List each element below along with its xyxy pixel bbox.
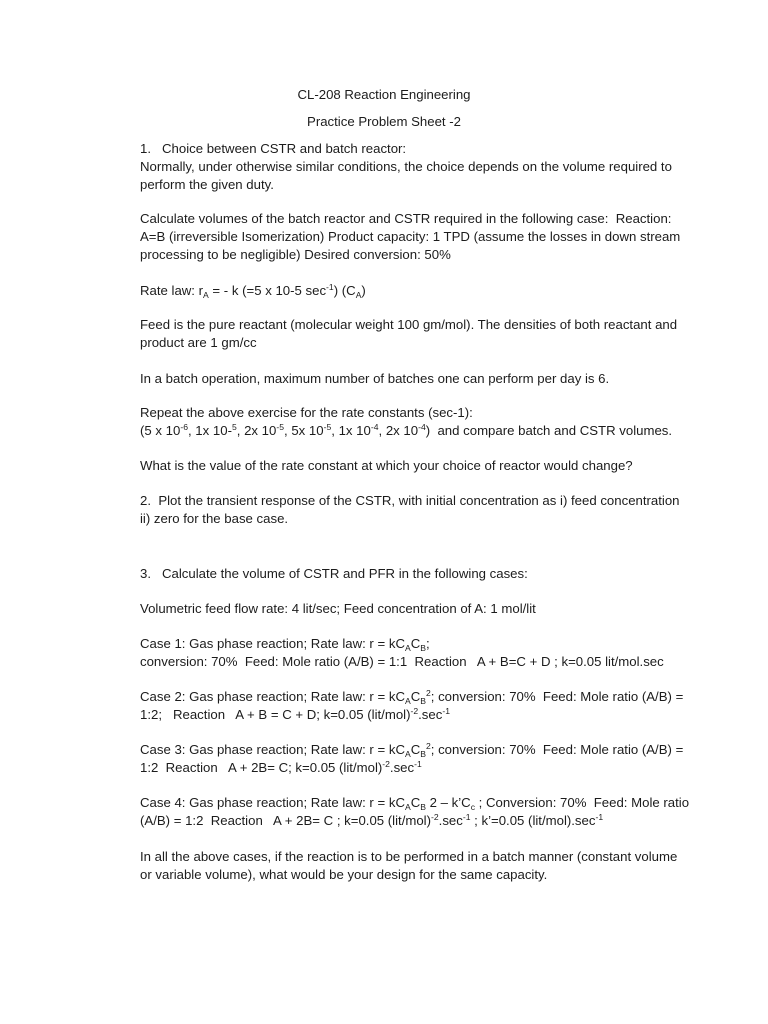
text-run: C xyxy=(410,742,421,757)
text-run: , 5x 10 xyxy=(284,423,324,438)
case-1 xyxy=(140,635,664,671)
text-run: ; Conversion: 70% Feed: Mole ratio xyxy=(475,795,690,810)
superscript: -1 xyxy=(595,812,604,822)
text-run: Rate law: r xyxy=(140,283,204,298)
superscript: 2 xyxy=(425,741,431,751)
paragraph-line: ii) zero for the base case. xyxy=(140,511,289,526)
problem-1-heading xyxy=(140,140,672,158)
subscript: c xyxy=(470,802,475,812)
paragraph-line: Normally, under otherwise similar conditions, the choice depends on the volume required to xyxy=(140,159,672,174)
rate-law-line xyxy=(140,282,366,300)
text-run: , 1x 10- xyxy=(187,423,232,438)
problem-number: 3. xyxy=(140,566,151,581)
text-run: (5 x 10 xyxy=(140,423,181,438)
superscript: -1 xyxy=(414,759,422,769)
reactor-choice-question xyxy=(140,457,633,475)
paragraph-line: processing to be negligible) Desired conversion: 50% xyxy=(140,247,451,262)
paragraph-line: What is the value of the rate constant at which your choice of reactor would change? xyxy=(140,458,633,473)
subscript: B xyxy=(420,643,426,653)
text-run: .sec xyxy=(418,707,443,722)
text-run: C xyxy=(410,689,421,704)
superscript: -6 xyxy=(180,422,188,432)
problem-1-case-statement xyxy=(140,210,680,264)
problem-1-intro xyxy=(140,140,672,194)
paragraph-line: Repeat the above exercise for the rate constants (sec-1): xyxy=(140,405,473,420)
subscript: A xyxy=(404,749,411,759)
paragraph-line: Calculate volumes of the batch reactor and CSTR required in the following case: Reaction: xyxy=(140,211,672,226)
rate-law xyxy=(140,282,366,300)
rate-constants-line xyxy=(140,422,672,440)
problem-heading-text: Choice between CSTR and batch reactor: xyxy=(162,141,407,156)
paragraph-line: Feed is the pure reactant (molecular weight 100 gm/mol). The densities of both reactant and xyxy=(140,317,678,332)
superscript: -4 xyxy=(418,422,426,432)
case-line xyxy=(140,706,683,724)
text-run: Case 1: Gas phase reaction; Rate law: r = kC xyxy=(140,636,405,651)
problem-number: 1. xyxy=(140,141,151,156)
text-run: , 2x 10 xyxy=(236,423,277,438)
text-run: 1:2 Reaction A + 2B= C; k=0.05 (lit/mol) xyxy=(140,760,383,775)
text-run: 1:2; Reaction A + B = C + D; k=0.05 (lit/mol) xyxy=(140,707,411,722)
repeat-exercise xyxy=(140,404,672,440)
subscript: A xyxy=(355,290,362,300)
text-run: , 2x 10 xyxy=(378,423,419,438)
problem-3-feed xyxy=(140,600,536,618)
closing-question xyxy=(140,848,677,884)
text-run: ) xyxy=(361,283,366,298)
text-run: , 1x 10 xyxy=(331,423,371,438)
problem-3-heading xyxy=(140,565,528,583)
superscript: -4 xyxy=(370,422,379,432)
text-run: .sec xyxy=(389,760,415,775)
superscript: -5 xyxy=(323,422,332,432)
subscript: A xyxy=(404,802,411,812)
case-2 xyxy=(140,688,683,724)
paragraph-line: 2. Plot the transient response of the CSTR, with initial concentration as i) feed concentration xyxy=(140,493,680,508)
superscript: -1 xyxy=(462,812,471,822)
paragraph-line: product are 1 gm/cc xyxy=(140,335,257,350)
subscript: B xyxy=(420,749,426,759)
superscript: -2 xyxy=(382,759,390,769)
text-run: ) (C xyxy=(333,283,356,298)
problem-heading-line xyxy=(140,565,528,583)
text-run: ; conversion: 70% Feed: Mole ratio (A/B) = xyxy=(430,742,684,757)
subscript: B xyxy=(420,696,426,706)
text-run: .sec xyxy=(438,813,463,828)
course-title: CL-208 Reaction Engineering xyxy=(297,87,471,102)
text-run: ; k’=0.05 (lit/mol).sec xyxy=(470,813,596,828)
text-run: ; xyxy=(425,636,430,651)
paragraph-line: In all the above cases, if the reaction is to be performed in a batch manner (constant volume xyxy=(140,849,678,864)
superscript: -1 xyxy=(326,282,334,292)
text-run: Case 2: Gas phase reaction; Rate law: r = kC xyxy=(140,689,405,704)
paragraph-line: A=B (irreversible Isomerization) Product capacity: 1 TPD (assume the losses in down stream xyxy=(140,229,681,244)
superscript: -5 xyxy=(276,422,284,432)
case-line xyxy=(140,741,683,759)
paragraph-line: perform the given duty. xyxy=(140,177,274,192)
case-line xyxy=(140,794,689,812)
paragraph-line: Volumetric feed flow rate: 4 lit/sec; Feed concentration of A: 1 mol/lit xyxy=(140,601,536,616)
superscript: -1 xyxy=(442,706,450,716)
case-line: conversion: 70% Feed: Mole ratio (A/B) = 1:1 Reaction A + B=C + D ; k=0.05 lit/mol.sec xyxy=(140,654,664,669)
batch-limit xyxy=(140,370,609,388)
text-run: Case 4: Gas phase reaction; Rate law: r = kC xyxy=(140,795,405,810)
case-line xyxy=(140,812,689,830)
text-run: (A/B) = 1:2 Reaction A + 2B= C ; k=0.05 (lit/mol) xyxy=(140,813,431,828)
superscript: -2 xyxy=(431,812,439,822)
text-run: ; conversion: 70% Feed: Mole ratio (A/B) = xyxy=(430,689,684,704)
superscript: -2 xyxy=(410,706,419,716)
feed-description xyxy=(140,316,677,352)
case-line xyxy=(140,635,664,653)
text-run: = - k (=5 x 10-5 sec xyxy=(208,283,327,298)
text-run: C xyxy=(410,795,421,810)
text-run: ) and compare batch and CSTR volumes. xyxy=(425,423,673,438)
subscript: A xyxy=(404,643,411,653)
subscript: B xyxy=(420,802,426,812)
case-3 xyxy=(140,741,683,777)
superscript: 5 xyxy=(231,422,237,432)
text-run: C xyxy=(410,636,421,651)
paragraph-line: In a batch operation, maximum number of batches one can perform per day is 6. xyxy=(140,371,610,386)
sheet-title: Practice Problem Sheet -2 xyxy=(307,114,461,129)
problem-heading-text: Calculate the volume of CSTR and PFR in the following cases: xyxy=(162,566,528,581)
problem-2 xyxy=(140,492,680,528)
paragraph-line: or variable volume), what would be your design for the same capacity. xyxy=(140,867,548,882)
superscript: 2 xyxy=(425,688,431,698)
subscript: A xyxy=(404,696,411,706)
text-run: 2 – k’C xyxy=(425,795,471,810)
text-run: Case 3: Gas phase reaction; Rate law: r = kC xyxy=(140,742,405,757)
case-4 xyxy=(140,794,689,830)
case-line xyxy=(140,759,683,777)
subscript: A xyxy=(203,290,209,300)
